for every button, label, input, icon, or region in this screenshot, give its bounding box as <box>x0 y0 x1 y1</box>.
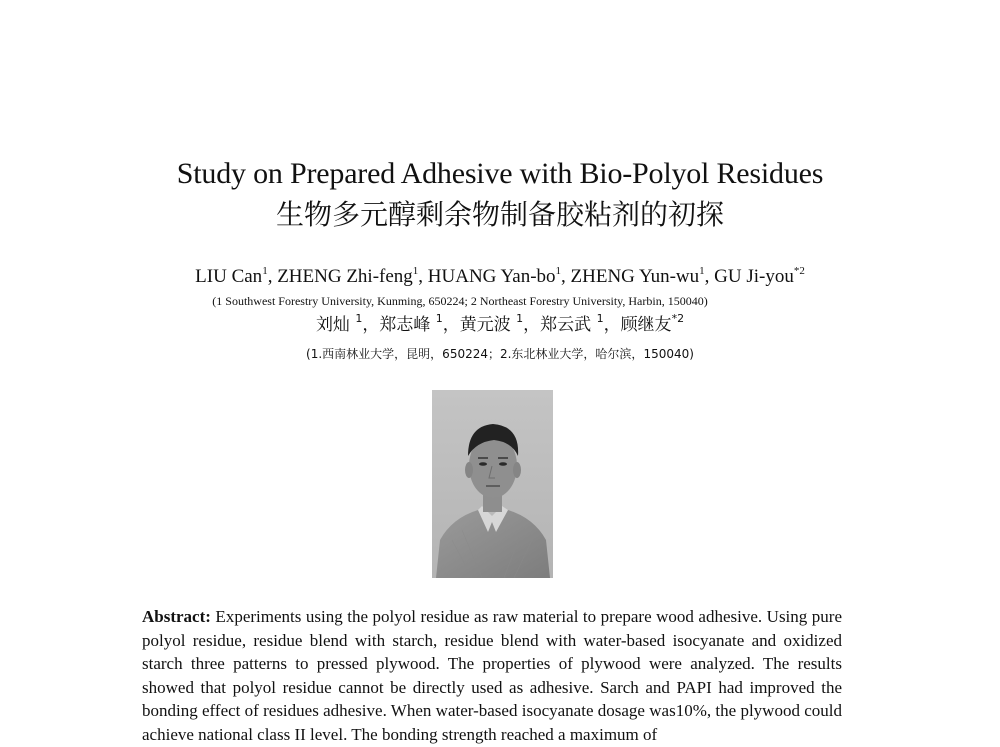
author-superscript: 1 <box>699 265 705 277</box>
author-name: HUANG Yan-bo <box>427 266 556 287</box>
author-name: ZHENG Zhi-feng <box>277 266 413 287</box>
author-name: 黄元波 <box>459 315 517 335</box>
abstract-text: Experiments using the polyol residue as raw material to prepare wood adhesive. Using pure polyol residue, residue blend with starch, residue blend with water-based isocyanate and oxidized starch three patterns to pressed plywood. The properties of plywood were analyzed. The results showed that polyol residue cannot be directly used as adhesive. Sarch and PAPI had improved the bonding effect of residues adhesive. When water-based isocyanate dosage was10%, the plywood could achieve national class II level. The bonding strength reached a maximum of <box>142 607 842 744</box>
author-separator: , <box>267 266 278 287</box>
author-separator: , <box>704 266 715 287</box>
authors-english <box>0 265 1000 289</box>
author-superscript: *2 <box>793 265 805 277</box>
affiliation-english: (1 Southwest Forestry University, Kunming, 650224; 2 Northeast Forestry University, Harbin, 150040) <box>212 294 708 308</box>
author-separator: ， <box>523 315 541 335</box>
author-name: ZHENG Yun-wu <box>570 266 700 287</box>
author-superscript: 1 <box>516 312 524 325</box>
abstract-label: Abstract: <box>142 607 211 626</box>
author-separator: ， <box>362 315 380 335</box>
author-separator: ， <box>442 315 460 335</box>
author-separator: , <box>561 266 571 287</box>
title-english: Study on Prepared Adhesive with Bio-Polyol Residues <box>176 157 824 190</box>
author-name: 郑云武 <box>540 315 597 335</box>
affiliation-chinese: (1.西南林业大学，昆明，650224；2.东北林业大学，哈尔滨，150040) <box>306 347 694 361</box>
author-superscript: 1 <box>435 312 443 325</box>
author-separator: , <box>418 266 428 287</box>
author-superscript: 1 <box>355 312 363 325</box>
author-name: LIU Can <box>195 266 263 287</box>
author-name: 刘灿 <box>315 315 356 335</box>
title-chinese: 生物多元醇剩余物制备胶粘剂的初探 <box>275 198 724 231</box>
author-superscript: 1 <box>412 265 419 277</box>
author-name: GU Ji-you <box>714 266 794 287</box>
author-separator: ， <box>603 315 621 335</box>
author-name: 郑志峰 <box>379 315 436 335</box>
portrait-image <box>432 390 553 578</box>
author-superscript: *2 <box>671 312 685 325</box>
author-photo <box>432 390 553 578</box>
author-superscript: 1 <box>555 265 562 277</box>
author-superscript: 1 <box>262 265 268 277</box>
authors-chinese <box>0 313 1000 337</box>
author-name: 顾继友 <box>620 315 672 335</box>
author-superscript: 1 <box>596 312 604 325</box>
abstract <box>142 605 842 747</box>
